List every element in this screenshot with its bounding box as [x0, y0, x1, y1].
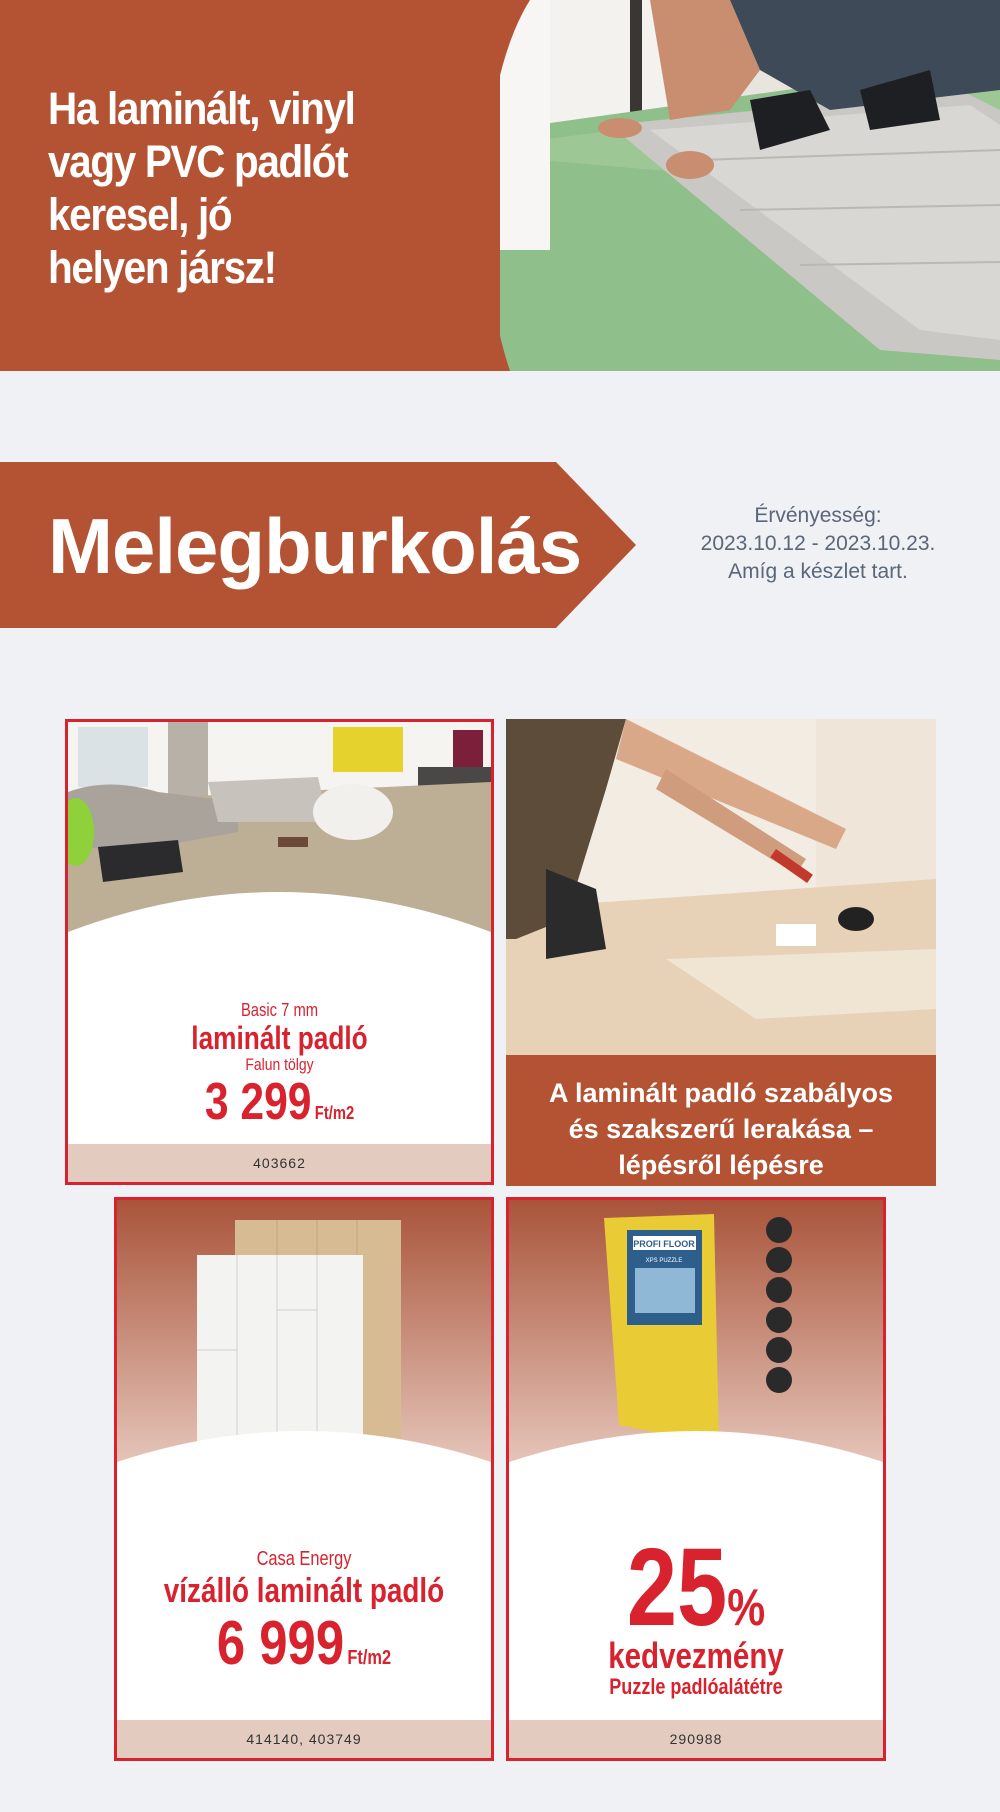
product-subtitle: Basic 7 mm: [240, 1000, 319, 1020]
product-variant: Falun tölgy: [245, 1055, 314, 1074]
pack-brand: PROFI FLOOR: [633, 1239, 695, 1249]
hero-headline: [48, 82, 426, 294]
discount-value: 25: [626, 1526, 728, 1649]
discount-label: kedvezmény: [608, 1635, 784, 1676]
product-price: 6 999: [216, 1609, 345, 1678]
tip-photo: [506, 719, 936, 1059]
product-photo-underlay-pack: [509, 1200, 883, 1525]
tip-text-line: A laminált padló szabályos: [548, 1078, 894, 1108]
tip-text-box: [506, 1055, 936, 1186]
hero-headline-line: vagy PVC padlót: [48, 136, 348, 187]
tip-card-installation[interactable]: [506, 719, 936, 1186]
product-name: laminált padló: [191, 1020, 368, 1056]
pack-sub: XPS PUZZLE: [645, 1258, 683, 1264]
product-name: vízálló laminált padló: [163, 1572, 445, 1610]
product-code: 290988: [509, 1720, 883, 1758]
product-card-basic-laminate[interactable]: [65, 719, 494, 1185]
tip-text-line: és szakszerű lerakása –: [568, 1114, 874, 1144]
product-price: 3 299: [204, 1073, 312, 1131]
tip-text-line: lépésről lépésre: [618, 1150, 824, 1180]
price-unit: Ft/m2: [314, 1103, 355, 1123]
validity-info: [670, 502, 966, 586]
product-photo-planks: [117, 1200, 491, 1525]
hero-headline-line: keresel, jó: [48, 189, 232, 240]
product-card-puzzle-underlay[interactable]: [506, 1197, 886, 1761]
hero-headline-line: Ha laminált, vinyl: [48, 83, 355, 134]
product-code: 403662: [68, 1144, 491, 1182]
product-price-row: [106, 1072, 453, 1132]
product-subtitle: Casa Energy: [256, 1548, 352, 1570]
hero-headline-line: helyen jársz!: [48, 242, 276, 293]
discount-product: Puzzle padlóalátétre: [609, 1674, 783, 1699]
product-photo-living-room: [68, 722, 491, 987]
product-code: 414140, 403749: [117, 1720, 491, 1758]
discount-percent: %: [727, 1579, 766, 1637]
product-price-row: [151, 1608, 458, 1679]
validity-dates: 2023.10.12 - 2023.10.23.: [700, 532, 936, 555]
price-unit: Ft/m2: [347, 1647, 392, 1669]
category-title: Melegburkolás: [48, 502, 582, 590]
validity-label: Érvényesség:: [754, 504, 882, 527]
product-card-casa-energy[interactable]: [114, 1197, 494, 1761]
validity-note: Amíg a készlet tart.: [728, 560, 908, 583]
hero-banner[interactable]: [0, 0, 1000, 371]
